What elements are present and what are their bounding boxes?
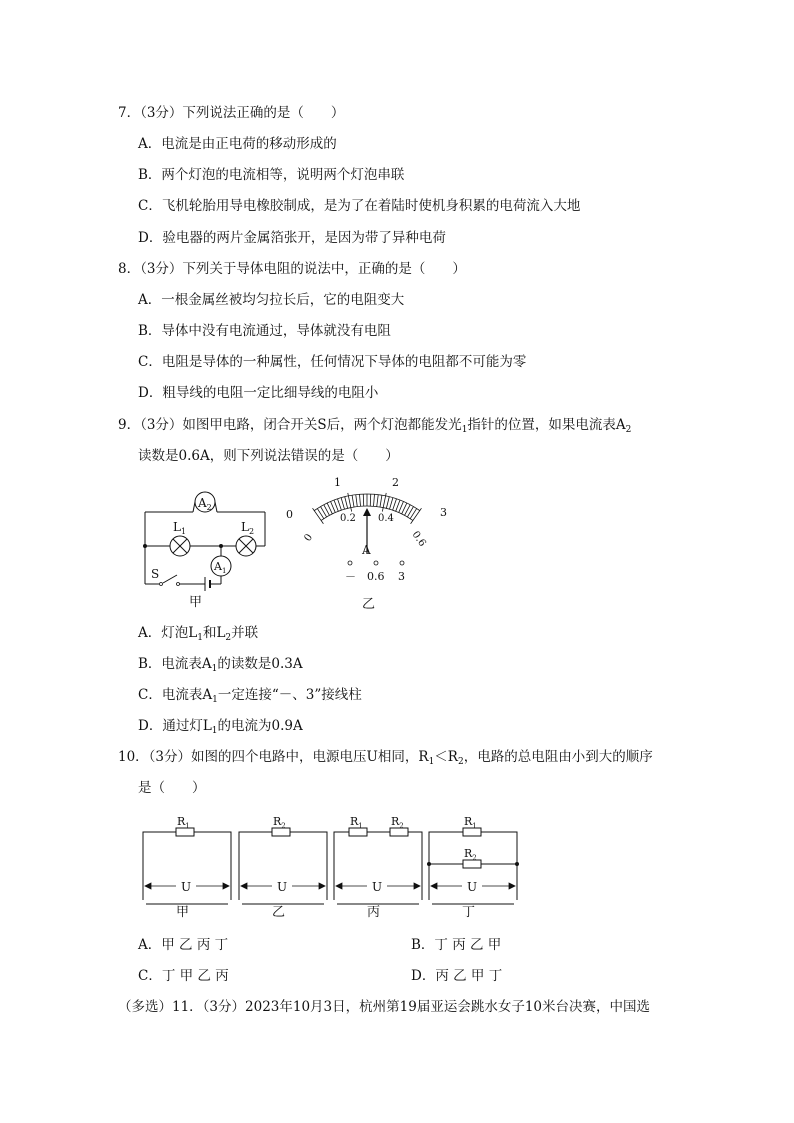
q8-option-c: C．电阻是导体的一种属性，任何情况下导体的电阻都不可能为零 <box>138 354 527 370</box>
dial-tick-mark <box>393 499 397 510</box>
dial-unit-label: A <box>362 543 371 557</box>
figure-caption-bing: 丙 <box>367 905 381 920</box>
q9-ammeter-dial-figure-yi <box>282 474 452 614</box>
junction-dot <box>219 544 223 548</box>
q10-stem-line2: 是（ ） <box>138 780 206 796</box>
resistor-r2-label-yi: $R_2$ <box>273 815 286 830</box>
q7-option-b: B．两个灯泡的电流相等，说明两个灯泡串联 <box>138 167 405 183</box>
dial-tick-bottom-06: 0.6 <box>409 529 428 549</box>
q7-stem: 7．（3分）下列说法正确的是（ ） <box>118 105 345 121</box>
dial-tick-bottom-04: 0.4 <box>378 513 394 524</box>
dial-tick-mark <box>360 494 361 506</box>
resistor-r1-label-jia: $R_1$ <box>177 815 190 830</box>
dial-tick-top-1: 1 <box>334 476 341 489</box>
figure-caption-yi: 乙 <box>362 597 376 612</box>
dial-tick-bottom-02: 0.2 <box>340 513 356 524</box>
resistor-r2-label-bing: $R_2$ <box>391 815 404 830</box>
q8-option-b: B．导体中没有电流通过，导体就没有电阻 <box>138 323 391 339</box>
dial-tick-mark <box>396 500 400 511</box>
switch-s-label: S <box>151 567 160 581</box>
q7-option-c: C．飞机轮胎用导电橡胶制成，是为了在着陆时使机身积累的电荷流入大地 <box>138 198 581 214</box>
figure-caption-yi: 乙 <box>272 905 286 920</box>
junction-dot <box>143 544 147 548</box>
resistor-r1-label-bing: $R_1$ <box>350 815 363 830</box>
dial-tick-mark <box>338 499 342 510</box>
dial-tick-top-3: 3 <box>440 506 447 519</box>
q7-option-d: D．验电器的两片金属箔张开，是因为带了异种电荷 <box>138 230 446 246</box>
q10-stem-line1: 10．（3分）如图的四个电路中，电源电压U相同，$R_1<R_2$，电路的总电阻由小到大的顺序 <box>118 749 653 767</box>
q8-option-d: D．粗导线的电阻一定比细导线的电阻小 <box>138 385 379 401</box>
q9-stem-line2: 读数是0.6A，则下列说法错误的是（ ） <box>138 448 399 464</box>
lamp-l1-label: $L_1$ <box>173 520 187 536</box>
terminal-3: 3 <box>398 570 405 583</box>
dial-tick-mark <box>341 498 344 510</box>
lamp-l2-label: $L_2$ <box>241 520 255 536</box>
dial-tick-mark <box>380 495 382 507</box>
q9-stem-line1: 9．（3分）如图甲电路，闭合开关S后，两个灯泡都能发光$_1$指针的位置，如果电流表$A_2$ <box>118 417 632 435</box>
dial-tick-mark <box>374 494 375 506</box>
q7-option-a: A．电流是由正电荷的移动形成的 <box>138 136 337 152</box>
resistor-r1-label-ding: $R_1$ <box>464 815 477 830</box>
resistor-r2-label-ding: $R_2$ <box>464 847 477 862</box>
dial-tick-top-0: 0 <box>286 508 293 521</box>
q10-option-a: A．甲 乙 丙 丁 <box>138 937 229 953</box>
dial-tick-mark <box>386 497 389 509</box>
q9-option-d: D．通过灯$L_1$的电流为0.9A <box>138 718 303 736</box>
figure-caption-jia: 甲 <box>189 595 203 610</box>
q8-option-a: A．一根金属丝被均匀拉长后，它的电阻变大 <box>138 292 405 308</box>
voltage-u-label-bing: U <box>372 880 383 894</box>
q9-option-c: C．电流表$A_1$一定连接“－、3”接线柱 <box>138 687 362 705</box>
q9-circuit-figure-jia <box>125 480 275 612</box>
dial-tick-mark <box>352 495 354 507</box>
q8-stem: 8．（3分）下列关于导体电阻的说法中，正确的是（ ） <box>118 261 466 277</box>
q9-option-a: A．灯泡$L_1$和$L_2$并联 <box>138 625 259 643</box>
dial-tick-bottom-0: 0 <box>302 532 316 544</box>
q11-stem: （多选）11．（3分）2023年10月3日，杭州第19届亚运会跳水女子10米台决赛，中国选 <box>118 999 650 1015</box>
figure-caption-ding: 丁 <box>462 905 476 920</box>
q10-option-d: D．丙 乙 甲 丁 <box>411 968 503 984</box>
dial-tick-mark <box>334 500 338 511</box>
ammeter-a2-label: $A_2$ <box>198 496 212 512</box>
voltage-u-label-ding: U <box>467 880 478 894</box>
terminal-0.6: 0.6 <box>367 570 385 583</box>
dial-tick-mark <box>377 495 378 507</box>
terminal-negative: － <box>345 570 356 583</box>
dial-tick-mark <box>356 495 357 507</box>
q9-option-b: B．电流表$A_1$的读数是0.3A <box>138 656 303 674</box>
dial-tick-top-2: 2 <box>392 476 399 489</box>
figure-caption-jia: 甲 <box>176 905 190 920</box>
voltage-u-label-jia: U <box>181 880 192 894</box>
q10-option-b: B．丁 丙 乙 甲 <box>411 937 502 953</box>
dial-tick-mark <box>389 498 392 510</box>
voltage-u-label-yi: U <box>277 880 288 894</box>
q10-circuits-figure <box>138 812 528 922</box>
ammeter-a1-label: $A_1$ <box>214 560 227 575</box>
q10-option-c: C．丁 甲 乙 丙 <box>138 968 229 984</box>
dial-tick-mark <box>345 497 348 509</box>
